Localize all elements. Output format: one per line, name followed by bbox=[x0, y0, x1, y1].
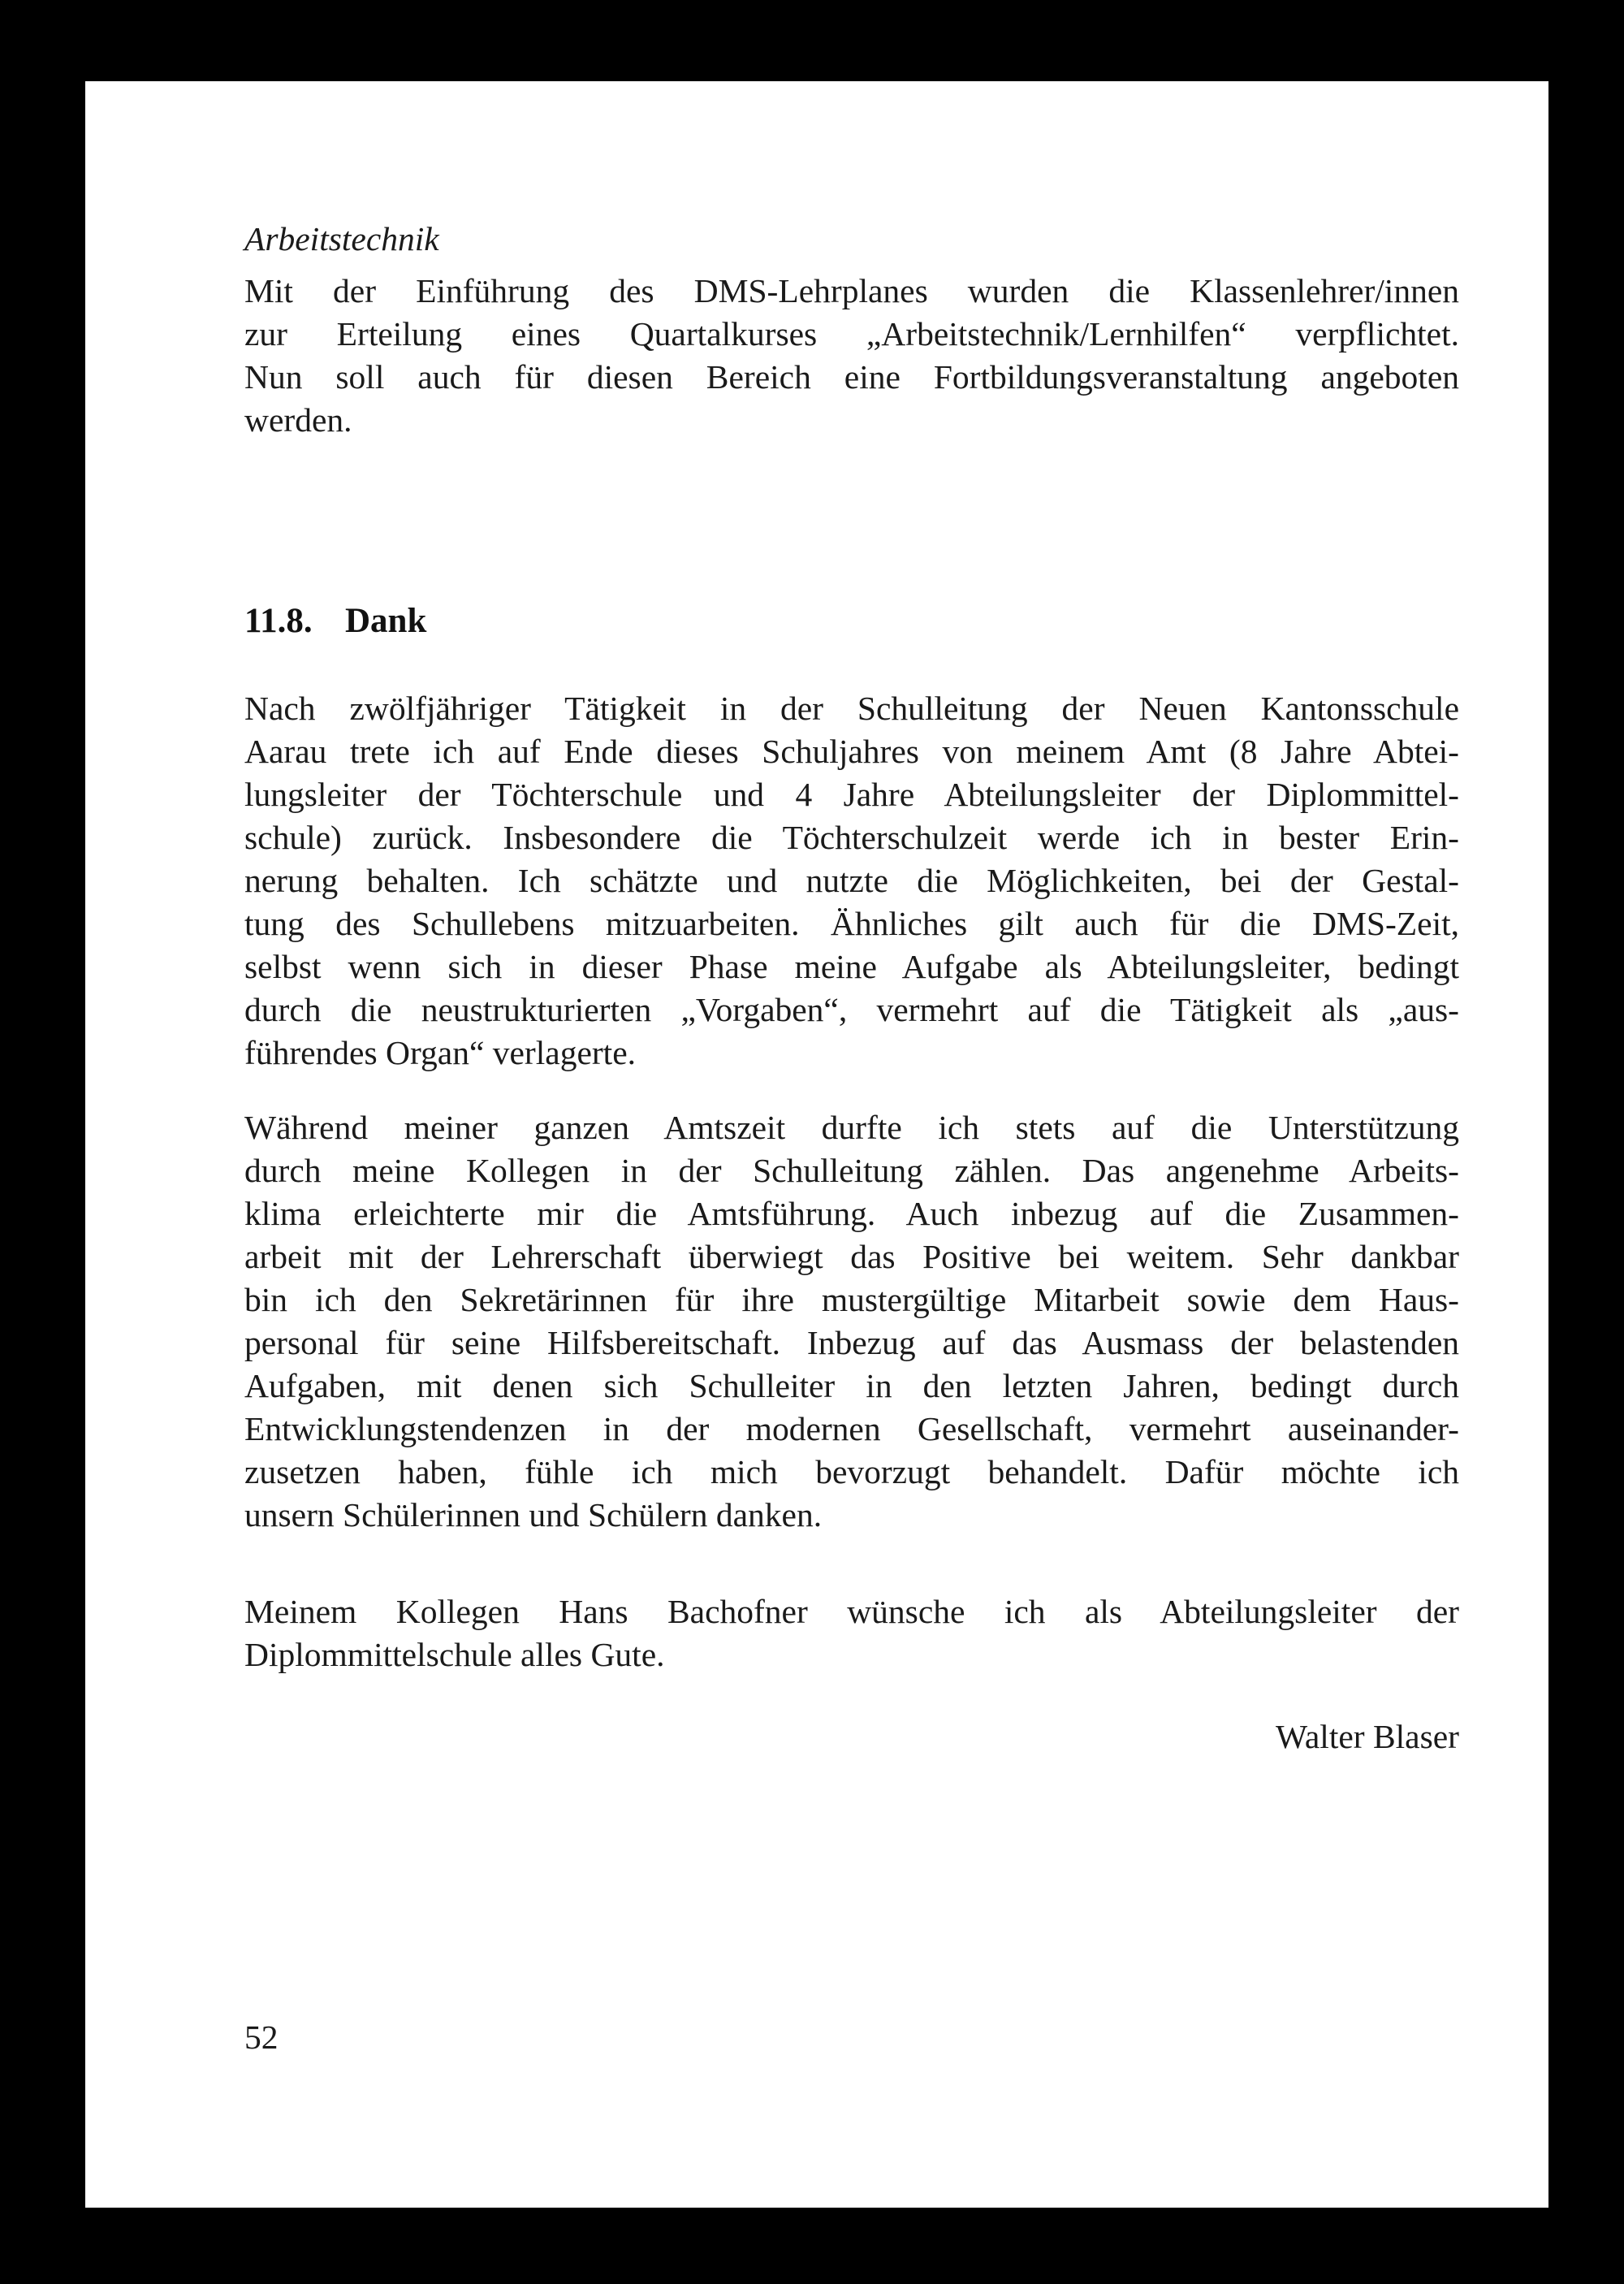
paragraph-line: Nun soll auch für diesen Bereich eine Fortbildungsveranstaltung angeboten bbox=[244, 358, 1459, 396]
signature-name: Walter Blaser bbox=[1276, 1718, 1459, 1755]
document-page bbox=[85, 81, 1548, 2208]
page-number: 52 bbox=[244, 2018, 279, 2056]
section-heading bbox=[244, 601, 426, 641]
paragraph-line: personal für seine Hilfsbereitschaft. Inbezug auf das Ausmass der belastenden bbox=[244, 1324, 1459, 1361]
paragraph-dank-1 bbox=[244, 687, 1459, 1075]
paragraph-dank-3 bbox=[244, 1590, 1459, 1676]
paragraph-line: Aarau trete ich auf Ende dieses Schuljahres von meinem Amt (8 Jahre Abtei- bbox=[244, 733, 1459, 770]
paragraph-line: lungsleiter der Töchterschule und 4 Jahre Abteilungsleiter der Diplommittel- bbox=[244, 776, 1459, 813]
paragraph-line: durch meine Kollegen in der Schulleitung zählen. Das angenehme Arbeits- bbox=[244, 1152, 1459, 1189]
paragraph-line: schule) zurück. Insbesondere die Töchterschulzeit werde ich in bester Erin- bbox=[244, 819, 1459, 856]
paragraph-line: bin ich den Sekretärinnen für ihre mustergültige Mitarbeit sowie dem Haus- bbox=[244, 1281, 1459, 1318]
paragraph-line: Nach zwölfjähriger Tätigkeit in der Schulleitung der Neuen Kantonsschule bbox=[244, 690, 1459, 727]
paragraph-line: unsern Schülerinnen und Schülern danken. bbox=[244, 1496, 823, 1533]
paragraph-line: nerung behalten. Ich schätzte und nutzte die Möglichkeiten, bei der Gestal- bbox=[244, 862, 1459, 899]
section-title: Dank bbox=[345, 602, 427, 640]
paragraph-line: Während meiner ganzen Amtszeit durfte ich stets auf die Unterstützung bbox=[244, 1109, 1459, 1146]
paragraph-line: Entwicklungstendenzen in der modernen Gesellschaft, vermehrt auseinander- bbox=[244, 1410, 1459, 1447]
paragraph-line: zur Erteilung eines Quartalkurses „Arbeitstechnik/Lernhilfen“ verpflichtet. bbox=[244, 315, 1459, 353]
paragraph-line: werden. bbox=[244, 401, 352, 439]
paragraph-line: arbeit mit der Lehrerschaft überwiegt das Positive bei weitem. Sehr dankbar bbox=[244, 1238, 1459, 1275]
paragraph-line: tung des Schullebens mitzuarbeiten. Ähnliches gilt auch für die DMS-Zeit, bbox=[244, 905, 1459, 942]
paragraph-line: Meinem Kollegen Hans Bachofner wünsche ich als Abteilungsleiter der bbox=[244, 1593, 1459, 1630]
subheading-arbeitstechnik: Arbeitstechnik bbox=[244, 220, 439, 257]
paragraph-line: durch die neustrukturierten „Vorgaben“, vermehrt auf die Tätigkeit als „aus- bbox=[244, 991, 1459, 1028]
intro-paragraph bbox=[244, 270, 1459, 442]
paragraph-line: klima erleichterte mir die Amtsführung. Auch inbezug auf die Zusammen- bbox=[244, 1195, 1459, 1232]
paragraph-line: selbst wenn sich in dieser Phase meine Aufgabe als Abteilungsleiter, bedingt bbox=[244, 948, 1459, 985]
section-number: 11.8. bbox=[244, 602, 313, 640]
paragraph-line: zusetzen haben, fühle ich mich bevorzugt behandelt. Dafür möchte ich bbox=[244, 1453, 1459, 1490]
paragraph-line: Aufgaben, mit denen sich Schulleiter in den letzten Jahren, bedingt durch bbox=[244, 1367, 1459, 1404]
paragraph-dank-2 bbox=[244, 1106, 1459, 1537]
paragraph-line: führendes Organ“ verlagerte. bbox=[244, 1034, 637, 1071]
paragraph-line: Diplommittelschule alles Gute. bbox=[244, 1636, 665, 1673]
paragraph-line: Mit der Einführung des DMS-Lehrplanes wurden die Klassenlehrer/innen bbox=[244, 272, 1459, 309]
